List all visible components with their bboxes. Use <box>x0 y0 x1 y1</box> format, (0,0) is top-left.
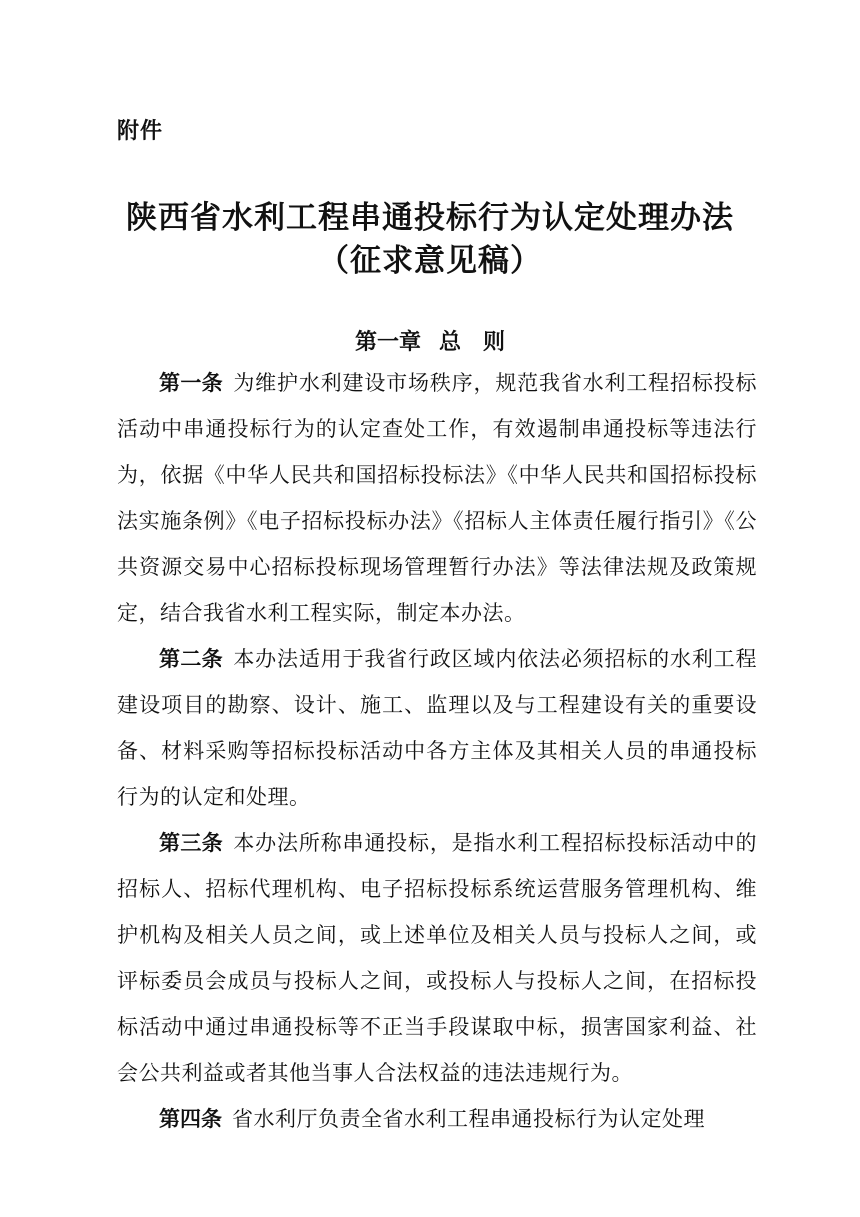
article-text: 省水利厅负责全省水利工程串通投标行为认定处理 <box>232 1107 705 1131</box>
article-text: 本办法适用于我省行政区域内依法必须招标的水利工程建设项目的勘察、设计、施工、监理以及与工程建设有关的重要设备、材料采购等招标投标活动中各方主体及其相关人员的串通投标行为的认定和处理。 <box>117 647 757 809</box>
article-text: 为维护水利建设市场秩序，规范我省水利工程招标投标活动中串通投标行为的认定查处工作，有效遏制串通投标等违法行为，依据《中华人民共和国招标投标法》《中华人民共和国招标投标法实施条例》《电子招标投标办法》《招标人主体责任履行指引》《公共资源交易中心招标投标现场管理暂行办法》等法律法规及政策规定，结合我省水利工程实际，制定本办法。 <box>117 371 757 625</box>
article-paragraph <box>117 820 757 1096</box>
chapter-name-part-b: 则 <box>483 330 506 355</box>
article-label: 第四条 <box>159 1107 222 1131</box>
article-text: 本办法所称串通投标，是指水利工程招标投标活动中的招标人、招标代理机构、电子招标投标系统运营服务管理机构、维护机构及相关人员之间，或上述单位及相关人员与投标人之间，或评标委员会成员与投标人之间，或投标人与投标人之间，在招标投标活动中通过串通投标等不正当手段谋取中标，损害国家利益、社会公共利益或者其他当事人合法权益的违法违规行为。 <box>117 831 757 1085</box>
attachment-label: 附件 <box>117 119 164 144</box>
article-paragraph <box>117 636 757 820</box>
chapter-number: 第一章 <box>354 330 421 355</box>
document-subtitle: （征求意见稿） <box>318 243 542 279</box>
chapter-heading <box>0 325 860 356</box>
article-paragraph <box>117 1096 757 1142</box>
article-label: 第一条 <box>159 371 223 395</box>
document-body <box>117 360 757 1142</box>
article-paragraph <box>117 360 757 636</box>
article-label: 第二条 <box>159 647 223 671</box>
document-title: 陕西省水利工程串通投标行为认定处理办法 <box>126 200 734 236</box>
article-label: 第三条 <box>159 831 223 855</box>
chapter-name-part-a: 总 <box>438 330 461 355</box>
